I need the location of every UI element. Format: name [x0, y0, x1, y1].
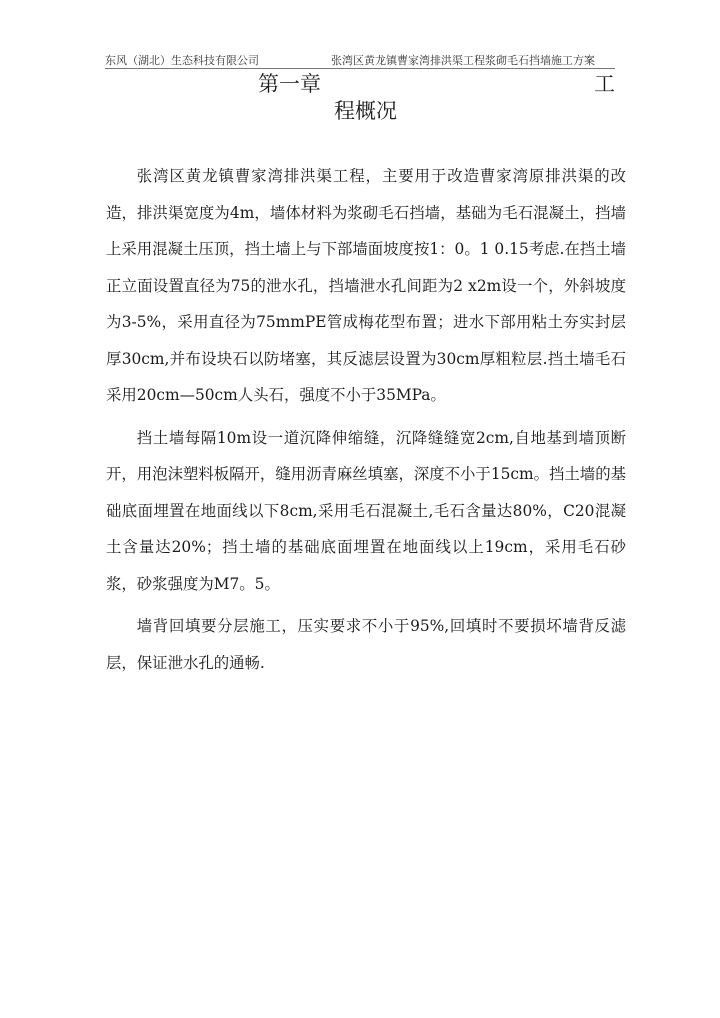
chapter-title-tail: 工 — [594, 72, 615, 96]
header-company: 东风（湖北）生态科技有限公司 — [105, 54, 259, 67]
chapter-label: 第一章 — [258, 72, 321, 96]
page-header — [105, 50, 615, 69]
paragraph: 墙背回填要分层施工，压实要求不小于95%,回填时不要损坏墙背反滤层，保证泄水孔的通畅. — [106, 617, 626, 672]
paragraph: 张湾区黄龙镇曹家湾排洪渠工程，主要用于改造曹家湾原排洪渠的改造，排洪渠宽度为4m，墙体材料为浆砌毛石挡墙，基础为毛石混凝土，挡墙上采用混凝土压顶，挡土墙上与下部墙面坡度按1：0。1 0.15考虑.在挡土墙正立面设置直径为75的泄水孔，挡墙泄水孔间距为2 x2m设一个，外斜坡度为3-5%，采用直径为75mmPE管成梅花型布置；进水下部用粘土夯实封层厚30cm,并布设块石以防堵塞，其反滤层设置为30cm厚粗粒层.挡土墙毛石采用20cm—50cm人头石，强度不小于35MPa。 — [106, 167, 626, 404]
paragraph: 挡土墙每隔10m设一道沉降伸缩缝，沉降缝缝宽2cm,自地基到墙顶断开，用泡沫塑料板隔开，缝用沥青麻丝填塞，深度不小于15cm。挡土墙的基础底面埋置在地面线以下8cm,采用毛石混凝土,毛石含量达80%，C20混凝土含量达20%；挡土墙的基础底面埋置在地面线以上19cm，采用毛石砂浆，砂浆强度为M7。5。 — [106, 428, 626, 593]
chapter-title: 程概况 — [334, 99, 397, 123]
header-document-title: 张湾区黄龙镇曹家湾排洪渠工程浆砌毛石挡墙施工方案 — [331, 54, 595, 67]
body-text — [106, 158, 626, 687]
